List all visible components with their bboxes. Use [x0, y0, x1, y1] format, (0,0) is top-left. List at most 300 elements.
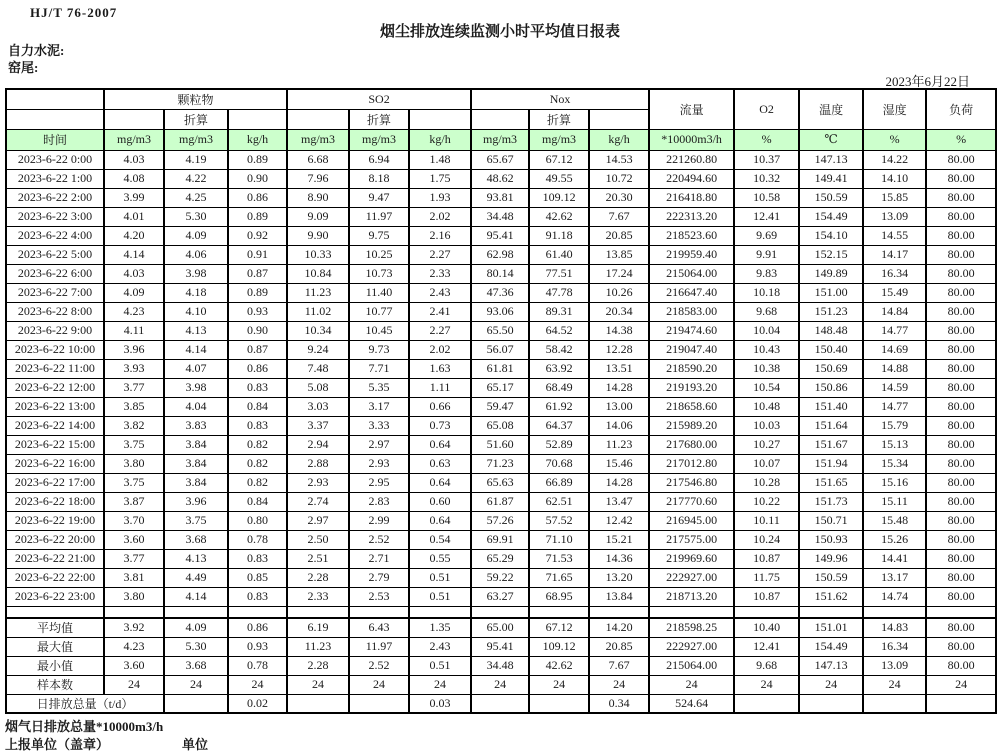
value-cell: 10.32	[734, 169, 799, 188]
summary-value: 24	[471, 675, 529, 694]
summary-value: 1.35	[409, 618, 471, 637]
value-cell: 149.41	[799, 169, 863, 188]
value-cell: 2.93	[349, 454, 409, 473]
summary-value: 2.28	[287, 656, 349, 675]
value-cell: 15.11	[863, 492, 926, 511]
unit-header: mg/m3	[104, 129, 164, 150]
value-cell: 3.60	[104, 530, 164, 549]
value-cell: 10.38	[734, 359, 799, 378]
summary-value: 24	[164, 675, 228, 694]
value-cell: 1.63	[409, 359, 471, 378]
value-cell: 15.48	[863, 511, 926, 530]
value-cell: 65.29	[471, 549, 529, 568]
group-header-row	[6, 89, 996, 109]
value-cell: 12.41	[734, 207, 799, 226]
value-cell: 219474.60	[649, 321, 734, 340]
value-cell: 34.48	[471, 207, 529, 226]
time-cell: 2023-6-22 11:00	[6, 359, 104, 378]
value-cell: 0.82	[228, 473, 287, 492]
data-row	[6, 549, 996, 568]
value-cell: 80.00	[926, 340, 996, 359]
value-cell: 4.19	[164, 150, 228, 169]
value-cell: 2.97	[287, 511, 349, 530]
value-cell: 2.16	[409, 226, 471, 245]
unit-header: mg/m3	[349, 129, 409, 150]
value-cell: 9.69	[734, 226, 799, 245]
value-cell: 77.51	[529, 264, 589, 283]
value-cell: 148.48	[799, 321, 863, 340]
value-cell: 2.51	[287, 549, 349, 568]
value-cell: 218658.60	[649, 397, 734, 416]
value-cell: 14.74	[863, 587, 926, 606]
time-cell: 2023-6-22 5:00	[6, 245, 104, 264]
value-cell: 52.89	[529, 435, 589, 454]
value-cell: 11.40	[349, 283, 409, 302]
blank-cell	[471, 109, 529, 129]
blank-cell	[734, 606, 799, 618]
value-cell: 0.78	[228, 530, 287, 549]
daily-total-value	[287, 694, 349, 713]
value-cell: 0.51	[409, 568, 471, 587]
value-cell: 15.13	[863, 435, 926, 454]
value-cell: 221260.80	[649, 150, 734, 169]
value-cell: 80.00	[926, 568, 996, 587]
value-cell: 12.42	[589, 511, 649, 530]
page-title: 烟尘排放连续监测小时平均值日报表	[379, 24, 620, 40]
summary-row	[6, 675, 996, 694]
value-cell: 2.94	[287, 435, 349, 454]
value-cell: 220494.60	[649, 169, 734, 188]
value-cell: 65.63	[471, 473, 529, 492]
value-cell: 4.03	[104, 264, 164, 283]
time-cell: 2023-6-22 6:00	[6, 264, 104, 283]
value-cell: 59.47	[471, 397, 529, 416]
value-cell: 4.20	[104, 226, 164, 245]
summary-value: 24	[863, 675, 926, 694]
unit-header: kg/h	[228, 129, 287, 150]
value-cell: 4.14	[104, 245, 164, 264]
value-cell: 0.64	[409, 435, 471, 454]
value-cell: 2.52	[349, 530, 409, 549]
value-cell: 3.80	[104, 587, 164, 606]
summary-value: 14.83	[863, 618, 926, 637]
flue-gas-total-note: 烟气日排放总量*10000m3/h	[5, 719, 164, 734]
summary-row	[6, 618, 996, 637]
summary-value: 67.12	[529, 618, 589, 637]
value-cell: 13.84	[589, 587, 649, 606]
value-cell: 4.14	[164, 587, 228, 606]
summary-value: 24	[409, 675, 471, 694]
value-cell: 14.28	[589, 473, 649, 492]
summary-value: 2.52	[349, 656, 409, 675]
value-cell: 0.54	[409, 530, 471, 549]
value-cell: 7.67	[589, 207, 649, 226]
summary-value: 24	[734, 675, 799, 694]
value-cell: 2.99	[349, 511, 409, 530]
value-cell: 80.00	[926, 454, 996, 473]
value-cell: 14.17	[863, 245, 926, 264]
value-cell: 10.22	[734, 492, 799, 511]
summary-value: 12.41	[734, 637, 799, 656]
value-cell: 10.27	[734, 435, 799, 454]
summary-value: 20.85	[589, 637, 649, 656]
value-cell: 80.00	[926, 473, 996, 492]
unit-header: mg/m3	[529, 129, 589, 150]
value-cell: 3.84	[164, 454, 228, 473]
summary-value: 24	[287, 675, 349, 694]
time-cell: 2023-6-22 10:00	[6, 340, 104, 359]
value-cell: 65.17	[471, 378, 529, 397]
unit-header: kg/h	[589, 129, 649, 150]
value-cell: 14.38	[589, 321, 649, 340]
value-cell: 61.81	[471, 359, 529, 378]
value-cell: 62.98	[471, 245, 529, 264]
value-cell: 4.18	[164, 283, 228, 302]
summary-value: 24	[529, 675, 589, 694]
value-cell: 20.34	[589, 302, 649, 321]
unit-header: kg/h	[409, 129, 471, 150]
data-row	[6, 321, 996, 340]
value-cell: 6.68	[287, 150, 349, 169]
value-cell: 3.37	[287, 416, 349, 435]
value-cell: 147.13	[799, 150, 863, 169]
time-cell: 2023-6-22 8:00	[6, 302, 104, 321]
value-cell: 217012.80	[649, 454, 734, 473]
value-cell: 14.10	[863, 169, 926, 188]
summary-value: 109.12	[529, 637, 589, 656]
value-cell: 80.00	[926, 587, 996, 606]
value-cell: 2.71	[349, 549, 409, 568]
time-cell: 2023-6-22 17:00	[6, 473, 104, 492]
value-cell: 66.89	[529, 473, 589, 492]
value-cell: 0.91	[228, 245, 287, 264]
spacer-row	[6, 606, 996, 618]
value-cell: 4.22	[164, 169, 228, 188]
value-cell: 218713.20	[649, 587, 734, 606]
value-cell: 80.00	[926, 245, 996, 264]
value-cell: 0.89	[228, 207, 287, 226]
value-cell: 3.83	[164, 416, 228, 435]
data-row	[6, 169, 996, 188]
value-cell: 13.17	[863, 568, 926, 587]
value-cell: 2.79	[349, 568, 409, 587]
group-nox: Nox	[471, 89, 649, 109]
value-cell: 0.87	[228, 340, 287, 359]
value-cell: 2.97	[349, 435, 409, 454]
blank-cell	[104, 606, 164, 618]
value-cell: 80.00	[926, 283, 996, 302]
value-cell: 7.96	[287, 169, 349, 188]
blank-cell	[529, 606, 589, 618]
blank-cell	[287, 606, 349, 618]
unit-header: %	[863, 129, 926, 150]
value-cell: 1.48	[409, 150, 471, 169]
daily-total-value	[349, 694, 409, 713]
value-cell: 15.79	[863, 416, 926, 435]
value-cell: 10.28	[734, 473, 799, 492]
value-cell: 70.68	[529, 454, 589, 473]
value-cell: 8.90	[287, 188, 349, 207]
value-cell: 15.21	[589, 530, 649, 549]
col-temperature: 温度	[799, 89, 863, 129]
blank-cell	[471, 606, 529, 618]
value-cell: 0.51	[409, 587, 471, 606]
value-cell: 67.12	[529, 150, 589, 169]
value-cell: 218523.60	[649, 226, 734, 245]
value-cell: 80.00	[926, 264, 996, 283]
time-cell: 2023-6-22 22:00	[6, 568, 104, 587]
value-cell: 10.54	[734, 378, 799, 397]
blank-cell	[589, 109, 649, 129]
data-row	[6, 530, 996, 549]
location-name: 窑尾:	[8, 60, 39, 75]
summary-value: 24	[228, 675, 287, 694]
summary-value: 65.00	[471, 618, 529, 637]
value-cell: 4.07	[164, 359, 228, 378]
time-cell: 2023-6-22 15:00	[6, 435, 104, 454]
value-cell: 10.73	[349, 264, 409, 283]
summary-value: 9.68	[734, 656, 799, 675]
value-cell: 3.77	[104, 549, 164, 568]
value-cell: 2.02	[409, 340, 471, 359]
unit-header: *10000m3/h	[649, 129, 734, 150]
value-cell: 14.36	[589, 549, 649, 568]
value-cell: 0.64	[409, 511, 471, 530]
value-cell: 4.13	[164, 549, 228, 568]
summary-value: 24	[799, 675, 863, 694]
summary-value: 24	[926, 675, 996, 694]
value-cell: 3.80	[104, 454, 164, 473]
summary-value: 215064.00	[649, 656, 734, 675]
value-cell: 215989.20	[649, 416, 734, 435]
value-cell: 154.10	[799, 226, 863, 245]
time-cell: 2023-6-22 14:00	[6, 416, 104, 435]
value-cell: 17.24	[589, 264, 649, 283]
summary-value: 6.43	[349, 618, 409, 637]
value-cell: 151.40	[799, 397, 863, 416]
data-row	[6, 264, 996, 283]
value-cell: 9.90	[287, 226, 349, 245]
value-cell: 3.68	[164, 530, 228, 549]
value-cell: 58.42	[529, 340, 589, 359]
col-load: 负荷	[926, 89, 996, 129]
summary-label: 平均值	[6, 618, 104, 637]
value-cell: 13.85	[589, 245, 649, 264]
value-cell: 0.83	[228, 378, 287, 397]
value-cell: 109.12	[529, 188, 589, 207]
data-row	[6, 454, 996, 473]
summary-value: 42.62	[529, 656, 589, 675]
col-flow: 流量	[649, 89, 734, 129]
value-cell: 2.28	[287, 568, 349, 587]
data-row	[6, 207, 996, 226]
value-cell: 151.65	[799, 473, 863, 492]
time-header: 时间	[6, 129, 104, 150]
time-cell: 2023-6-22 23:00	[6, 587, 104, 606]
value-cell: 151.73	[799, 492, 863, 511]
value-cell: 10.37	[734, 150, 799, 169]
summary-value: 24	[589, 675, 649, 694]
blank-cell	[228, 606, 287, 618]
value-cell: 2.27	[409, 245, 471, 264]
daily-total-value: 524.64	[649, 694, 734, 713]
value-cell: 10.72	[589, 169, 649, 188]
time-cell: 2023-6-22 0:00	[6, 150, 104, 169]
unit-header: mg/m3	[287, 129, 349, 150]
value-cell: 2.50	[287, 530, 349, 549]
value-cell: 215064.00	[649, 264, 734, 283]
value-cell: 89.31	[529, 302, 589, 321]
value-cell: 2.93	[287, 473, 349, 492]
summary-value: 0.86	[228, 618, 287, 637]
data-row	[6, 283, 996, 302]
value-cell: 47.78	[529, 283, 589, 302]
value-cell: 3.77	[104, 378, 164, 397]
value-cell: 80.00	[926, 169, 996, 188]
value-cell: 80.00	[926, 226, 996, 245]
value-cell: 3.99	[104, 188, 164, 207]
value-cell: 80.00	[926, 397, 996, 416]
unit-label: 单位	[182, 737, 209, 752]
summary-value: 24	[649, 675, 734, 694]
value-cell: 5.30	[164, 207, 228, 226]
value-cell: 71.10	[529, 530, 589, 549]
value-cell: 64.52	[529, 321, 589, 340]
summary-value: 3.60	[104, 656, 164, 675]
value-cell: 20.85	[589, 226, 649, 245]
value-cell: 10.87	[734, 587, 799, 606]
value-cell: 61.87	[471, 492, 529, 511]
unit-header: %	[734, 129, 799, 150]
value-cell: 9.68	[734, 302, 799, 321]
value-cell: 91.18	[529, 226, 589, 245]
value-cell: 0.80	[228, 511, 287, 530]
value-cell: 222313.20	[649, 207, 734, 226]
value-cell: 15.46	[589, 454, 649, 473]
value-cell: 3.82	[104, 416, 164, 435]
value-cell: 3.70	[104, 511, 164, 530]
blank-cell	[409, 606, 471, 618]
value-cell: 1.93	[409, 188, 471, 207]
daily-total-label: 日排放总量（t/d）	[6, 694, 164, 713]
value-cell: 14.84	[863, 302, 926, 321]
value-cell: 4.49	[164, 568, 228, 587]
value-cell: 80.00	[926, 188, 996, 207]
summary-label: 最大值	[6, 637, 104, 656]
value-cell: 65.08	[471, 416, 529, 435]
blank-cell	[799, 606, 863, 618]
value-cell: 61.40	[529, 245, 589, 264]
value-cell: 14.53	[589, 150, 649, 169]
value-cell: 3.96	[164, 492, 228, 511]
value-cell: 13.51	[589, 359, 649, 378]
data-row	[6, 245, 996, 264]
summary-value: 154.49	[799, 637, 863, 656]
value-cell: 0.64	[409, 473, 471, 492]
value-cell: 9.75	[349, 226, 409, 245]
value-cell: 0.84	[228, 397, 287, 416]
value-cell: 2.83	[349, 492, 409, 511]
data-row	[6, 416, 996, 435]
summary-value: 14.20	[589, 618, 649, 637]
daily-total-value	[799, 694, 863, 713]
value-cell: 80.00	[926, 378, 996, 397]
time-cell: 2023-6-22 3:00	[6, 207, 104, 226]
value-cell: 0.86	[228, 188, 287, 207]
value-cell: 80.00	[926, 207, 996, 226]
value-cell: 0.83	[228, 549, 287, 568]
value-cell: 9.73	[349, 340, 409, 359]
value-cell: 3.75	[104, 473, 164, 492]
value-cell: 49.55	[529, 169, 589, 188]
summary-value: 5.30	[164, 637, 228, 656]
summary-value: 95.41	[471, 637, 529, 656]
daily-total-value	[529, 694, 589, 713]
value-cell: 3.75	[104, 435, 164, 454]
value-cell: 3.84	[164, 435, 228, 454]
value-cell: 4.23	[104, 302, 164, 321]
value-cell: 10.03	[734, 416, 799, 435]
value-cell: 150.86	[799, 378, 863, 397]
value-cell: 13.00	[589, 397, 649, 416]
daily-total-value: 0.02	[228, 694, 287, 713]
report-date: 2023年6月22日	[885, 74, 970, 89]
value-cell: 80.00	[926, 530, 996, 549]
summary-value: 34.48	[471, 656, 529, 675]
value-cell: 151.64	[799, 416, 863, 435]
summary-value: 147.13	[799, 656, 863, 675]
summary-value: 16.34	[863, 637, 926, 656]
value-cell: 80.14	[471, 264, 529, 283]
blank-cell	[287, 109, 349, 129]
summary-value: 151.01	[799, 618, 863, 637]
data-row	[6, 302, 996, 321]
summary-row	[6, 656, 996, 675]
daily-total-value: 0.34	[589, 694, 649, 713]
data-row	[6, 340, 996, 359]
value-cell: 13.09	[863, 207, 926, 226]
value-cell: 4.10	[164, 302, 228, 321]
value-cell: 0.92	[228, 226, 287, 245]
unit-header: %	[926, 129, 996, 150]
value-cell: 0.66	[409, 397, 471, 416]
table-body	[6, 150, 996, 713]
time-cell: 2023-6-22 16:00	[6, 454, 104, 473]
value-cell: 217680.00	[649, 435, 734, 454]
summary-value: 13.09	[863, 656, 926, 675]
value-cell: 3.87	[104, 492, 164, 511]
data-row	[6, 511, 996, 530]
value-cell: 13.20	[589, 568, 649, 587]
summary-value: 11.97	[349, 637, 409, 656]
value-cell: 11.97	[349, 207, 409, 226]
data-row	[6, 492, 996, 511]
value-cell: 16.34	[863, 264, 926, 283]
col-humidity: 湿度	[863, 89, 926, 129]
value-cell: 10.33	[287, 245, 349, 264]
blank-cell	[228, 109, 287, 129]
time-cell: 2023-6-22 12:00	[6, 378, 104, 397]
blank-cell	[649, 606, 734, 618]
value-cell: 4.03	[104, 150, 164, 169]
value-cell: 4.09	[164, 226, 228, 245]
value-cell: 4.13	[164, 321, 228, 340]
value-cell: 8.18	[349, 169, 409, 188]
time-cell: 2023-6-22 21:00	[6, 549, 104, 568]
group-so2: SO2	[287, 89, 471, 109]
value-cell: 1.11	[409, 378, 471, 397]
summary-value: 222927.00	[649, 637, 734, 656]
